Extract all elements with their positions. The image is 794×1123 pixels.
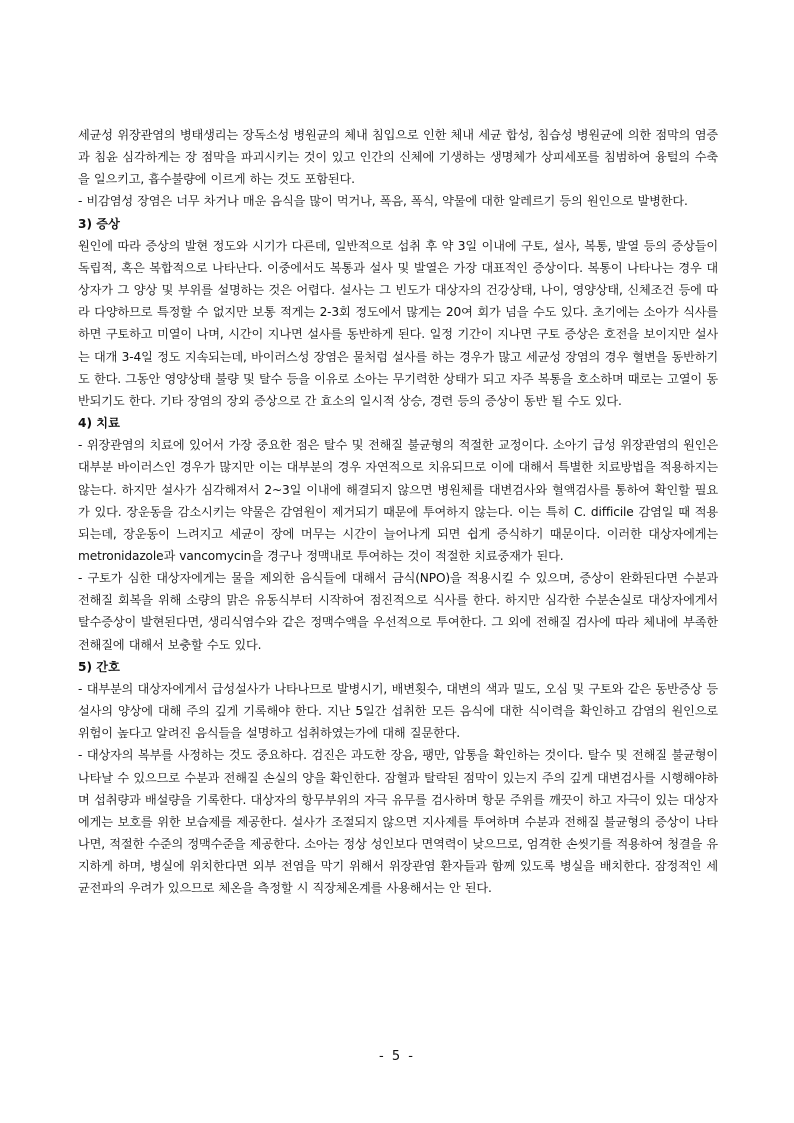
paragraph-symptoms: 원인에 따라 증상의 발현 정도와 시기가 다른데, 일반적으로 섭취 후 약 3일 이내에 구토, 설사, 복통, 발열 등의 증상들이 독립적, 혹은 복합적으로 나타난다. 이중에서도 복통과 설사 및 발열은 가장 대표적인 증상이다. 복통이 나타나는 경우 대상자가 그 양상 및 부위를 설명하는 것은 어렵다. 설사는 그 빈도가 대상자의 건강상태, 나이, 영양상태, 신체조건 등에 따라 다양하므로 특정할 수 없지만 보통 적게는 2-3회 정도에서 많게는 20여 회가 넘을 수도 있다. 초기에는 소아가 식사를 하면 구토하고 미열이 나며, 시간이 지나면 설사를 동반하게 된다. 일정 기간이 지나면 구토 증상은 호전을 보이지만 설사는 대개 3-4일 정도 지속되는데, 바이러스성 장염은 물처럼 설사를 하는 경우가 많고 세균성 장염의 경우 혈변을 동반하기도 한다. 그동안 영양상태 불량 및 탈수 등을 이유로 소아는 무기력한 상태가 되고 자주 복통을 호소하며 때로는 고열이 동반되기도 한다. 기타 장염의 장외 증상으로 간 효소의 일시적 상승, 경련 등의 증상이 동반 될 수도 있다. xyxy=(78,238,718,408)
heading-nursing: 5) 간호 xyxy=(78,659,120,674)
document-body xyxy=(78,124,718,899)
heading-symptoms: 3) 증상 xyxy=(78,216,120,231)
paragraph-noninfectious: - 비감염성 장염은 너무 차거나 매운 음식을 많이 먹거나, 폭음, 폭식, 약물에 대한 알레르기 등의 원인으로 발병한다. xyxy=(78,194,688,209)
page-number: - 5 - xyxy=(379,1049,415,1064)
heading-treatment: 4) 치료 xyxy=(78,416,120,431)
paragraph-treatment-2: - 구토가 심한 대상자에게는 물을 제외한 음식들에 대해서 금식(NPO)을 적용시킬 수 있으며, 증상이 완화된다면 수분과 전해질 회복을 위해 소량의 맑은 유동식부터 시작하여 점진적으로 식사를 한다. 하지만 심각한 수분손실로 대상자에게서 탈수증상이 발현된다면, 생리식염수와 같은 정맥수액을 우선적으로 투여한다. 그 외에 전해질 검사에 따라 체내에 부족한 전해질에 대해서 보충할 수도 있다. xyxy=(78,571,718,652)
paragraph-treatment-1: - 위장관염의 치료에 있어서 가장 중요한 점은 탈수 및 전해질 불균형의 적절한 교정이다. 소아기 급성 위장관염의 원인은 대부분 바이러스인 경우가 많지만 이는 대부분의 경우 자연적으로 치유되므로 이에 대해서 특별한 치료방법을 적용하지는 않는다. 하지만 설사가 심각해져서 2~3일 이내에 해결되지 않으면 병원체를 대변검사와 혈액검사를 통하여 확인할 필요가 있다. 장운동을 감소시키는 약물은 감염원이 제거되기 때문에 투여하지 않는다. 이는 특히 C. difficile 감염일 때 적용되는데, 장운동이 느려지고 세균이 장에 머무는 시간이 늘어나게 되면 쉽게 증식하기 때문이다. 이러한 대상자에게는 metronidazole과 vancomycin을 경구나 정맥내로 투여하는 것이 적절한 치료중재가 된다. xyxy=(78,438,718,563)
paragraph-nursing-2: - 대상자의 복부를 사정하는 것도 중요하다. 검진은 과도한 장음, 팽만, 압통을 확인하는 것이다. 탈수 및 전해질 불균형이 나타날 수 있으므로 수분과 전해질 손실의 양을 확인한다. 잠혈과 탈락된 점막이 있는지 주의 깊게 대변검사를 시행해야하며 섭취량과 배설량을 기록한다. 대상자의 항무부위의 자극 유무를 검사하며 항문 주위를 깨끗이 하고 자극이 있는 대상자에게는 보호를 위한 보습제를 제공한다. 설사가 조절되지 않으면 지사제를 투여하며 수분과 전해질 불균형의 증상이 나타나면, 적절한 수준의 정맥수준을 제공한다. 소아는 정상 성인보다 면역력이 낮으므로, 엄격한 손씻기를 적용하여 청결을 유지하게 하며, 병실에 위치한다면 외부 전염을 막기 위해서 위장관염 환자들과 함께 있도록 병실을 배치한다. 잠정적인 세균전파의 우려가 있으므로 체온을 측정할 시 직장체온계를 사용해서는 안 된다. xyxy=(78,748,718,896)
paragraph-nursing-1: - 대부분의 대상자에게서 급성설사가 나타나므로 발병시기, 배변횟수, 대변의 색과 밀도, 오심 및 구토와 같은 동반증상 등 설사의 양상에 대해 주의 깊게 기록해야 한다. 지난 5일간 섭취한 모든 음식에 대한 식이력을 확인하고 감염의 원인으로 위험이 높다고 알려진 음식들을 설명하고 섭취하였는가에 대해 질문한다. xyxy=(78,681,718,741)
paragraph-pathophysiology: 세균성 위장관염의 병태생리는 장독소성 병원균의 체내 침입으로 인한 체내 세균 합성, 침습성 병원균에 의한 점막의 염증과 침윤 심각하게는 장 점막을 파괴시키는 것이 있고 인간의 신체에 기생하는 생명체가 상피세포를 침범하여 융털의 수축을 일으키고, 흡수불량에 이르게 하는 것도 포함된다. xyxy=(78,128,718,187)
